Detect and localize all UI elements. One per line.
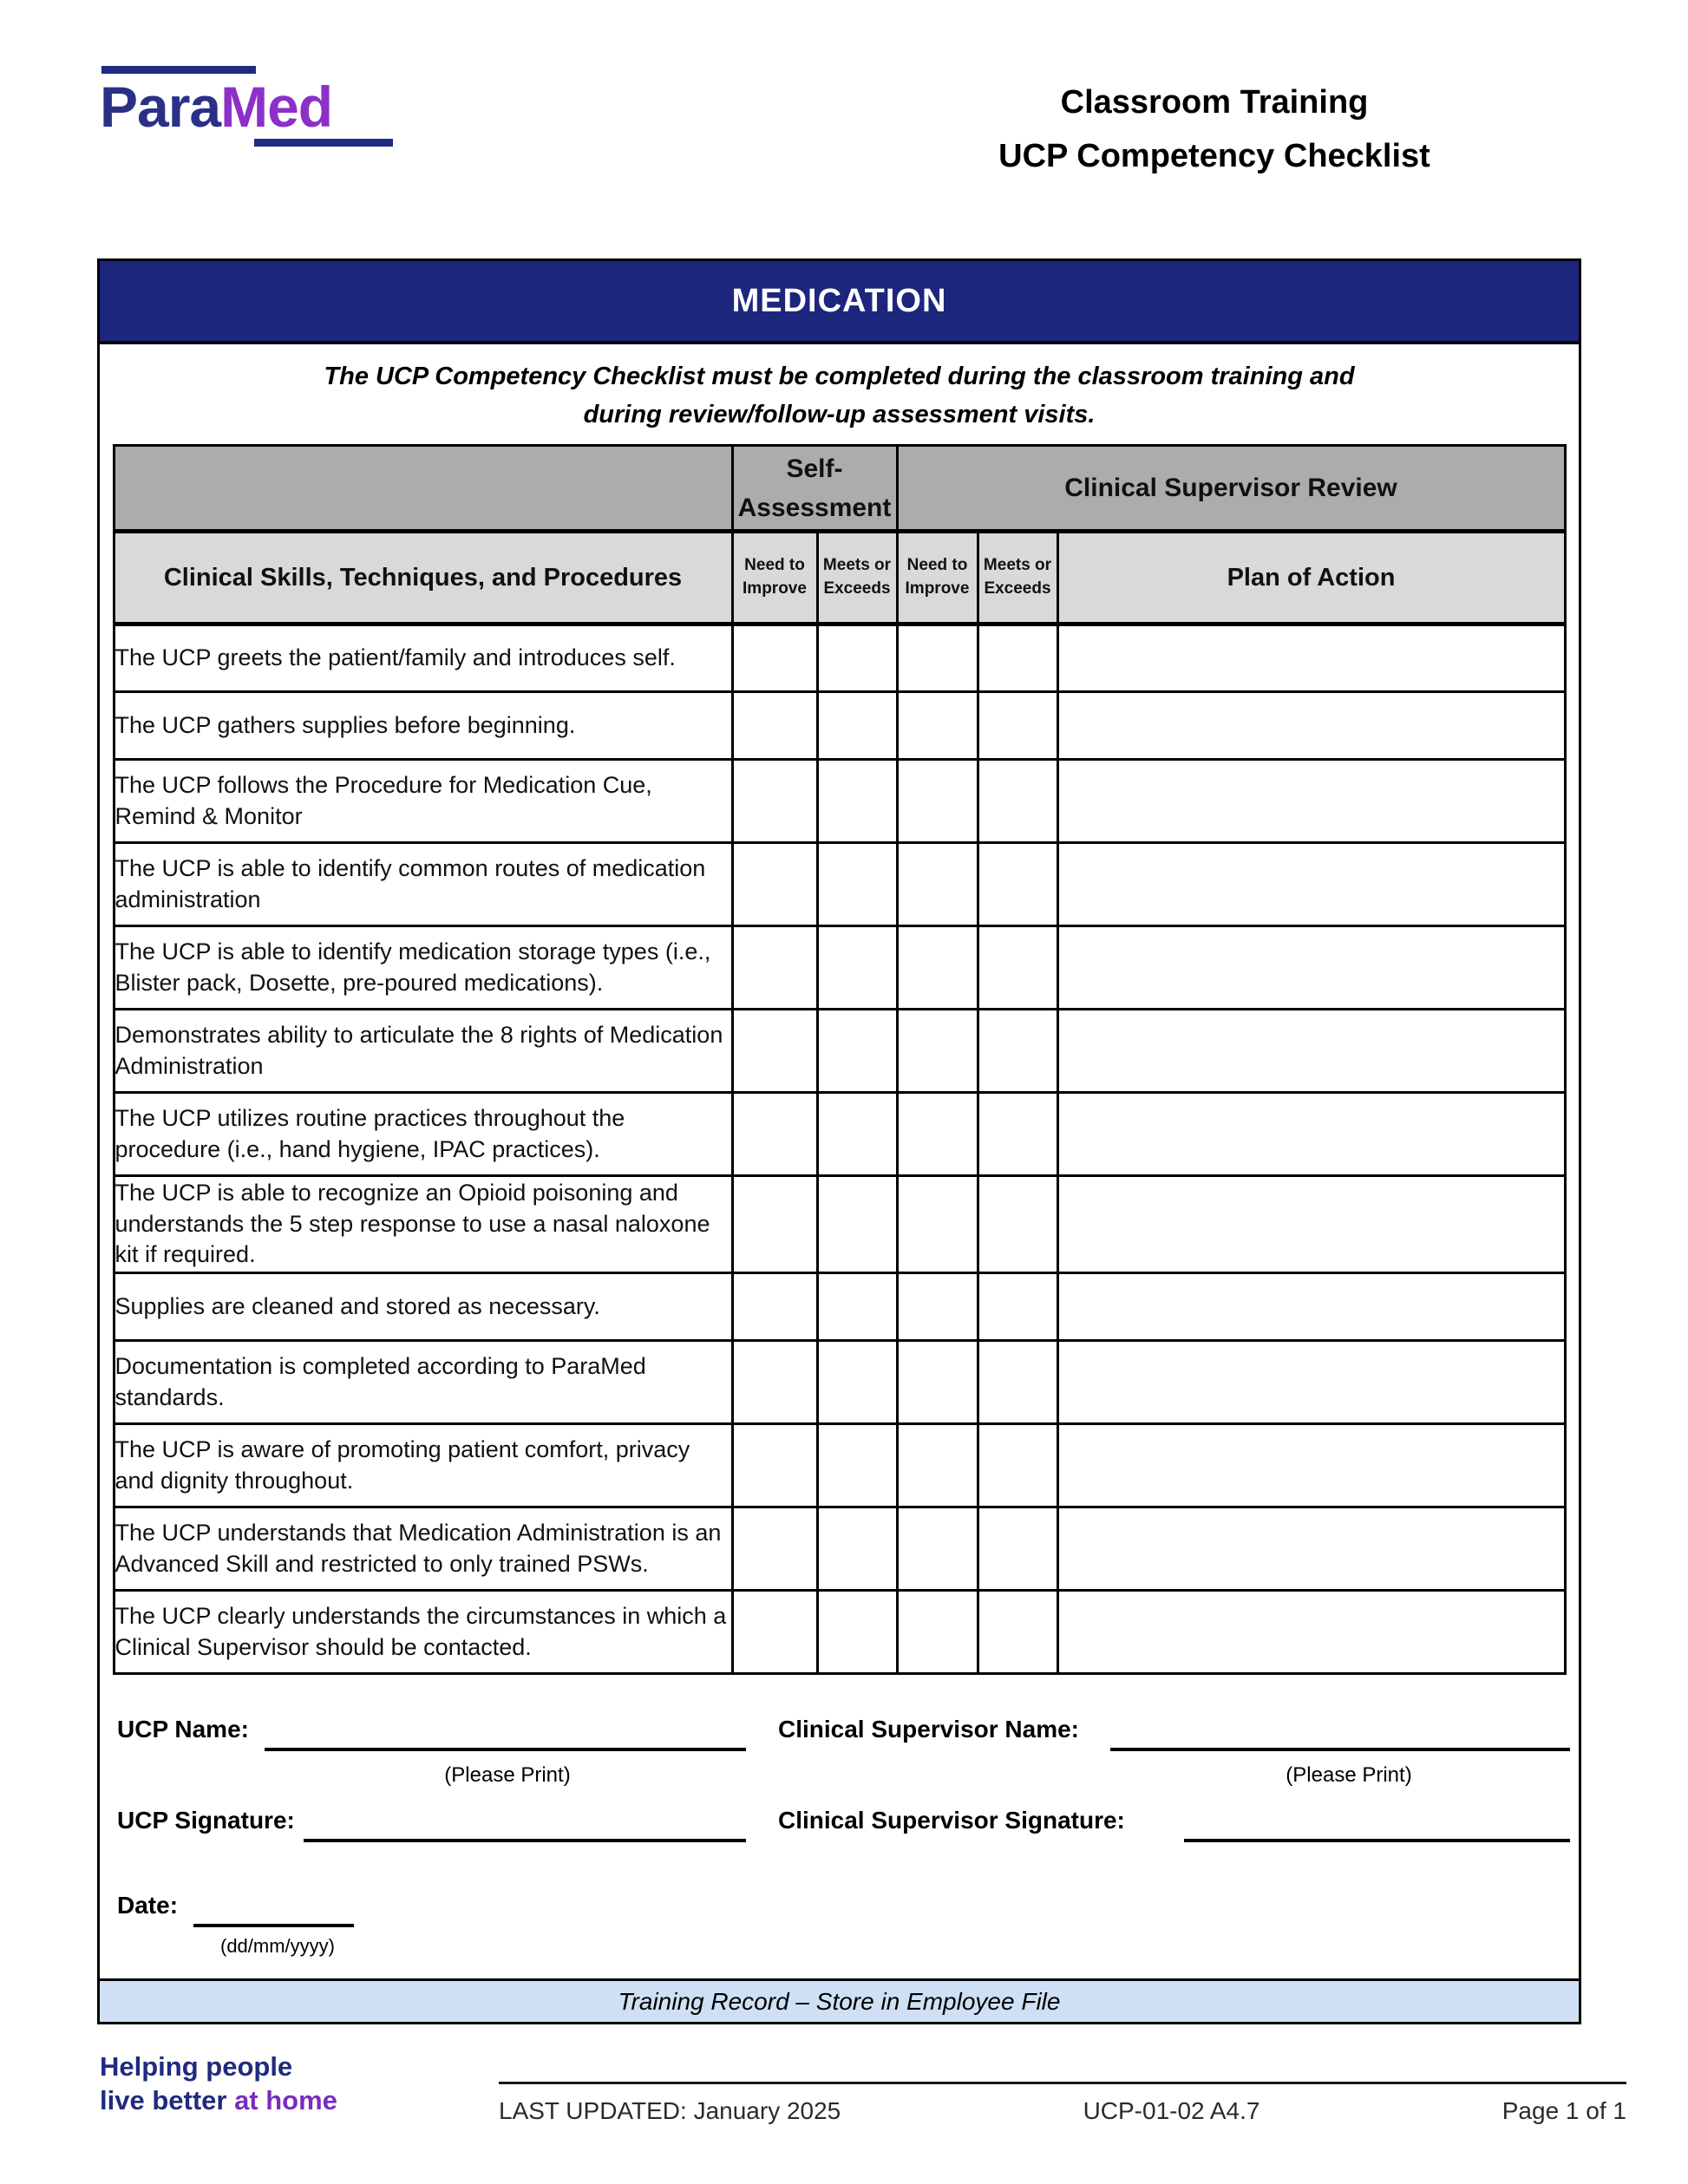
self-meets-exceeds-cell[interactable] [817, 624, 897, 692]
supervisor-meets-exceeds-cell[interactable] [978, 1341, 1057, 1424]
tagline-line2 [100, 2084, 337, 2118]
self-need-improve-cell[interactable] [732, 1176, 817, 1273]
skill-text: The UCP clearly understands the circumstances in which a Clinical Supervisor should be contacted. [114, 1591, 732, 1674]
self-meets-exceeds-cell[interactable] [817, 1010, 897, 1093]
ucp-name-label: UCP Name: [117, 1716, 249, 1743]
self-meets-exceeds-cell[interactable] [817, 1273, 897, 1341]
table-row [114, 1424, 1565, 1507]
self-need-improve-cell[interactable] [732, 692, 817, 760]
ucp-name-line[interactable] [265, 1718, 746, 1751]
tagline-live-better: live better [100, 2084, 235, 2115]
supervisor-review-group-header: Clinical Supervisor Review [897, 446, 1565, 532]
supervisor-meets-exceeds-cell[interactable] [978, 1093, 1057, 1176]
plan-of-action-cell[interactable] [1057, 1591, 1565, 1674]
supervisor-name-please-print: (Please Print) [1286, 1763, 1412, 1787]
supervisor-need-improve-cell[interactable] [897, 1176, 978, 1273]
self-need-improve-cell[interactable] [732, 843, 817, 926]
document-code: UCP-01-02 A4.7 [1083, 2097, 1260, 2124]
skill-text: Demonstrates ability to articulate the 8 rights of Medication Administration [114, 1010, 732, 1093]
skill-text: The UCP utilizes routine practices throughout the procedure (i.e., hand hygiene, IPAC practices). [114, 1093, 732, 1176]
self-need-improve-cell[interactable] [732, 624, 817, 692]
self-need-improve-cell[interactable] [732, 1093, 817, 1176]
skill-text: The UCP gathers supplies before beginning. [114, 692, 732, 760]
ucp-signature-label: UCP Signature: [117, 1807, 295, 1834]
supervisor-need-improve-cell[interactable] [897, 1424, 978, 1507]
brand-tagline [100, 2050, 337, 2118]
self-meets-exceeds-cell[interactable] [817, 843, 897, 926]
plan-of-action-cell[interactable] [1057, 1176, 1565, 1273]
paramed-logo [100, 66, 393, 147]
document-title-line1: Classroom Training [1060, 84, 1369, 121]
self-meets-exceeds-cell[interactable] [817, 692, 897, 760]
form-container [97, 258, 1581, 2024]
skill-text: The UCP is able to recognize an Opioid poisoning and understands the 5 step response to use a nasal naloxone kit if required. [114, 1176, 732, 1273]
logo-bottom-rule [254, 139, 393, 147]
plan-of-action-cell[interactable] [1057, 760, 1565, 843]
table-row [114, 692, 1565, 760]
logo-text [100, 77, 393, 137]
table-column-header-row [114, 532, 1565, 624]
self-need-improve-cell[interactable] [732, 1341, 817, 1424]
self-assessment-group-header: Self-Assessment [732, 446, 897, 532]
supervisor-need-improve-cell[interactable] [897, 1093, 978, 1176]
supervisor-need-improve-cell[interactable] [897, 926, 978, 1010]
skill-text: Documentation is completed according to ParaMed standards. [114, 1341, 732, 1424]
skill-text: The UCP follows the Procedure for Medication Cue, Remind & Monitor [114, 760, 732, 843]
ucp-signature-line[interactable] [304, 1809, 746, 1842]
self-need-improve-cell[interactable] [732, 1273, 817, 1341]
table-row [114, 843, 1565, 926]
footer-meta [499, 2097, 1626, 2125]
plan-of-action-cell[interactable] [1057, 1093, 1565, 1176]
table-group-header-row [114, 446, 1565, 532]
footer-divider [499, 2082, 1626, 2084]
supervisor-need-improve-cell[interactable] [897, 1341, 978, 1424]
self-need-improve-cell[interactable] [732, 1507, 817, 1591]
column-header-supervisor-meets-exceeds: Meets or Exceeds [978, 532, 1057, 624]
table-row [114, 1176, 1565, 1273]
supervisor-meets-exceeds-cell[interactable] [978, 1507, 1057, 1591]
table-row [114, 1341, 1565, 1424]
supervisor-meets-exceeds-cell[interactable] [978, 1273, 1057, 1341]
skill-text: The UCP understands that Medication Administration is an Advanced Skill and restricted to only trained PSWs. [114, 1507, 732, 1591]
plan-of-action-cell[interactable] [1057, 1507, 1565, 1591]
supervisor-meets-exceeds-cell[interactable] [978, 692, 1057, 760]
supervisor-need-improve-cell[interactable] [897, 1273, 978, 1341]
self-need-improve-cell[interactable] [732, 760, 817, 843]
self-meets-exceeds-cell[interactable] [817, 1507, 897, 1591]
supervisor-name-label: Clinical Supervisor Name: [778, 1716, 1080, 1743]
supervisor-meets-exceeds-cell[interactable] [978, 1424, 1057, 1507]
table-row [114, 926, 1565, 1010]
tagline-at-home: at home [234, 2084, 337, 2115]
supervisor-meets-exceeds-cell[interactable] [978, 843, 1057, 926]
supervisor-meets-exceeds-cell[interactable] [978, 1010, 1057, 1093]
ucp-name-please-print: (Please Print) [444, 1763, 571, 1787]
supervisor-need-improve-cell[interactable] [897, 843, 978, 926]
supervisor-need-improve-cell[interactable] [897, 760, 978, 843]
last-updated-text: LAST UPDATED: January 2025 [499, 2097, 841, 2124]
self-meets-exceeds-cell[interactable] [817, 1093, 897, 1176]
self-need-improve-cell[interactable] [732, 926, 817, 1010]
self-need-improve-cell[interactable] [732, 1424, 817, 1507]
table-row [114, 1093, 1565, 1176]
date-line[interactable] [193, 1894, 354, 1927]
intro-instructions [160, 358, 1518, 434]
column-header-self-need-improve: Need to Improve [732, 532, 817, 624]
table-row [114, 1591, 1565, 1674]
supervisor-meets-exceeds-cell[interactable] [978, 1591, 1057, 1674]
self-meets-exceeds-cell[interactable] [817, 1341, 897, 1424]
supervisor-need-improve-cell[interactable] [897, 692, 978, 760]
table-row [114, 1507, 1565, 1591]
self-meets-exceeds-cell[interactable] [817, 926, 897, 1010]
skill-text: The UCP is able to identify common routes of medication administration [114, 843, 732, 926]
table-row [114, 1273, 1565, 1341]
supervisor-meets-exceeds-cell[interactable] [978, 624, 1057, 692]
self-meets-exceeds-cell[interactable] [817, 1176, 897, 1273]
plan-of-action-cell[interactable] [1057, 624, 1565, 692]
column-header-plan-of-action: Plan of Action [1057, 532, 1565, 624]
supervisor-need-improve-cell[interactable] [897, 1507, 978, 1591]
plan-of-action-cell[interactable] [1057, 1424, 1565, 1507]
supervisor-meets-exceeds-cell[interactable] [978, 760, 1057, 843]
intro-line2: during review/follow-up assessment visits. [583, 400, 1096, 428]
self-need-improve-cell[interactable] [732, 1010, 817, 1093]
supervisor-need-improve-cell[interactable] [897, 1010, 978, 1093]
supervisor-name-line[interactable] [1110, 1718, 1570, 1751]
supervisor-need-improve-cell[interactable] [897, 624, 978, 692]
plan-of-action-cell[interactable] [1057, 692, 1565, 760]
logo-top-rule [101, 66, 256, 74]
column-header-supervisor-need-improve: Need to Improve [897, 532, 978, 624]
tagline-line1: Helping people [100, 2051, 293, 2082]
skill-text: The UCP is able to identify medication storage types (i.e., Blister pack, Dosette, pre-poured medications). [114, 926, 732, 1010]
supervisor-signature-line[interactable] [1184, 1809, 1570, 1842]
document-title-line2: UCP Competency Checklist [998, 137, 1430, 174]
supervisor-need-improve-cell[interactable] [897, 1591, 978, 1674]
section-header-medication: MEDICATION [100, 261, 1579, 344]
skill-text: The UCP is aware of promoting patient comfort, privacy and dignity throughout. [114, 1424, 732, 1507]
competency-table [113, 444, 1567, 1675]
logo-text-med: Med [220, 75, 333, 139]
self-need-improve-cell[interactable] [732, 1591, 817, 1674]
plan-of-action-cell[interactable] [1057, 1341, 1565, 1424]
plan-of-action-cell[interactable] [1057, 1010, 1565, 1093]
date-label: Date: [117, 1892, 179, 1919]
self-meets-exceeds-cell[interactable] [817, 1591, 897, 1674]
column-header-self-meets-exceeds: Meets or Exceeds [817, 532, 897, 624]
training-record-banner: Training Record – Store in Employee File [100, 1978, 1579, 2022]
date-format-hint: (dd/mm/yyyy) [220, 1935, 335, 1957]
table-row [114, 624, 1565, 692]
intro-line1: The UCP Competency Checklist must be completed during the classroom training and [324, 363, 1355, 390]
plan-of-action-cell[interactable] [1057, 926, 1565, 1010]
supervisor-meets-exceeds-cell[interactable] [978, 1176, 1057, 1273]
page-number: Page 1 of 1 [1502, 2097, 1626, 2124]
table-row [114, 760, 1565, 843]
table-row [114, 1010, 1565, 1093]
plan-of-action-cell[interactable] [1057, 1273, 1565, 1341]
skills-header-spacer [114, 446, 732, 532]
supervisor-meets-exceeds-cell[interactable] [978, 926, 1057, 1010]
document-title [945, 76, 1483, 183]
supervisor-signature-label: Clinical Supervisor Signature: [778, 1807, 1125, 1834]
column-header-skills: Clinical Skills, Techniques, and Procedures [114, 532, 732, 624]
skill-text: Supplies are cleaned and stored as necessary. [114, 1273, 732, 1341]
self-meets-exceeds-cell[interactable] [817, 1424, 897, 1507]
skill-text: The UCP greets the patient/family and introduces self. [114, 624, 732, 692]
plan-of-action-cell[interactable] [1057, 843, 1565, 926]
logo-text-para: Para [100, 75, 221, 139]
self-meets-exceeds-cell[interactable] [817, 760, 897, 843]
